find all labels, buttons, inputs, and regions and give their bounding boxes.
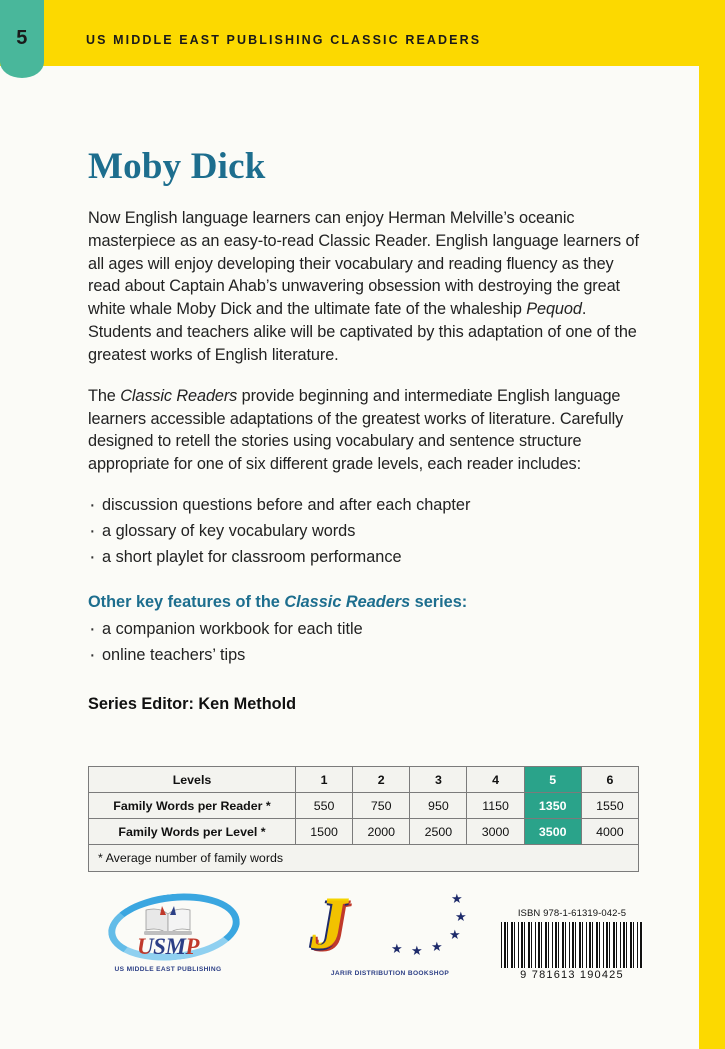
cover-content [88, 148, 642, 714]
open-book-icon [142, 906, 194, 936]
right-yellow-band [699, 0, 725, 1049]
table-row-header [89, 767, 639, 793]
isbn-label: ISBN 978-1-61319-042-5 [517, 908, 627, 919]
paragraph-1-italic-pequod: Pequod [526, 300, 582, 319]
paragraph-1-text-part-2: . Students and teachers alike will be captivated by this adaptation of one of the greatest works of English literature. [88, 300, 637, 364]
table-footnote: * Average number of family words [89, 845, 639, 872]
cell-level-6: 4000 [581, 819, 638, 845]
isbn-barcode-block [497, 908, 647, 981]
reader-features-list [88, 494, 642, 570]
star-icon: ★ [449, 927, 461, 942]
paragraph-2-italic-classic-readers: Classic Readers [120, 386, 238, 405]
level-column-1: 1 [296, 767, 353, 793]
level-column-4: 4 [467, 767, 524, 793]
cell-reader-3: 950 [410, 793, 467, 819]
cell-reader-4: 1150 [467, 793, 524, 819]
barcode-image [501, 922, 643, 968]
list-item: · a companion workbook for each title [88, 618, 642, 642]
cell-level-5-highlighted: 3500 [524, 819, 581, 845]
other-features-list [88, 618, 642, 668]
row-label-words-per-reader: Family Words per Reader * [89, 793, 296, 819]
list-item: · a glossary of key vocabulary words [88, 520, 642, 544]
cell-level-1: 1500 [296, 819, 353, 845]
barcode-digits: 9 781613 190425 [520, 969, 624, 981]
series-header-title: US MIDDLE EAST PUBLISHING CLASSIC READERS [86, 33, 482, 47]
list-item: · a short playlet for classroom performance [88, 546, 642, 570]
star-icon: ★ [391, 941, 403, 956]
paragraph-2-text-part-1: The [88, 386, 121, 405]
cell-reader-1: 550 [296, 793, 353, 819]
other-features-heading-italic: Classic Readers [284, 592, 411, 611]
cell-level-3: 2500 [410, 819, 467, 845]
star-icon: ★ [411, 943, 423, 958]
jarir-letter-j: J [311, 884, 347, 964]
list-item: · discussion questions before and after each chapter [88, 494, 642, 518]
usmp-logo-caption: US MIDDLE EAST PUBLISHING [114, 966, 222, 973]
cell-reader-5-highlighted: 1350 [524, 793, 581, 819]
level-column-6: 6 [581, 767, 638, 793]
description-paragraph-2 [88, 385, 642, 476]
jarir-logo-caption: JARIR DISTRIBUTION BOOKSHOP [330, 970, 450, 977]
star-icon: ★ [455, 909, 467, 924]
levels-header-label: Levels [89, 767, 296, 793]
level-number: 5 [16, 27, 28, 49]
table-row [89, 819, 639, 845]
description-paragraph-1 [88, 207, 642, 367]
level-tab [0, 0, 44, 78]
usmp-logo [98, 888, 238, 973]
levels-table [88, 766, 639, 872]
cell-level-4: 3000 [467, 819, 524, 845]
paragraph-1-text-part-1: Now English language learners can enjoy Herman Melville’s oceanic masterpiece as an easy-to-read Classic Reader. English language learners of all ages will enjoy developing their vocabulary and reading fluency as they read about Captain Ahab’s unwavering obsession with destroying the great white whale Moby Dick and the ultimate fate of the whaleship [88, 209, 639, 319]
bottom-right-yellow-cap [699, 989, 725, 1049]
table-row-footnote [89, 845, 639, 872]
usmp-wordmark: USMP [104, 934, 232, 960]
jarir-logo [300, 884, 480, 977]
level-column-2: 2 [353, 767, 410, 793]
list-item: · online teachers’ tips [88, 644, 642, 668]
book-title: Moby Dick [88, 146, 266, 187]
star-icon: ★ [451, 891, 463, 906]
cell-reader-6: 1550 [581, 793, 638, 819]
table-row [89, 793, 639, 819]
level-column-5-highlighted: 5 [524, 767, 581, 793]
usmp-logo-mark [104, 888, 232, 962]
other-key-features-heading [88, 592, 642, 613]
other-features-heading-part-2: series: [410, 592, 468, 611]
jarir-logo-mark [305, 884, 475, 966]
stars-icon [391, 891, 475, 962]
level-column-3: 3 [410, 767, 467, 793]
row-label-words-per-level: Family Words per Level * [89, 819, 296, 845]
paragraph-2-text-part-2: provide beginning and intermediate English language learners accessible adaptations of the greatest works of literature. Carefully designed to retell the stories using vocabulary and sentence structure appropriate for one of six different grade levels, each reader includes: [88, 386, 624, 474]
levels-table-container [88, 766, 639, 872]
star-icon: ★ [431, 939, 443, 954]
series-editor-line: Series Editor: Ken Methold [88, 694, 297, 713]
cell-level-2: 2000 [353, 819, 410, 845]
cell-reader-2: 750 [353, 793, 410, 819]
other-features-heading-part-1: Other key features of the [88, 592, 285, 611]
